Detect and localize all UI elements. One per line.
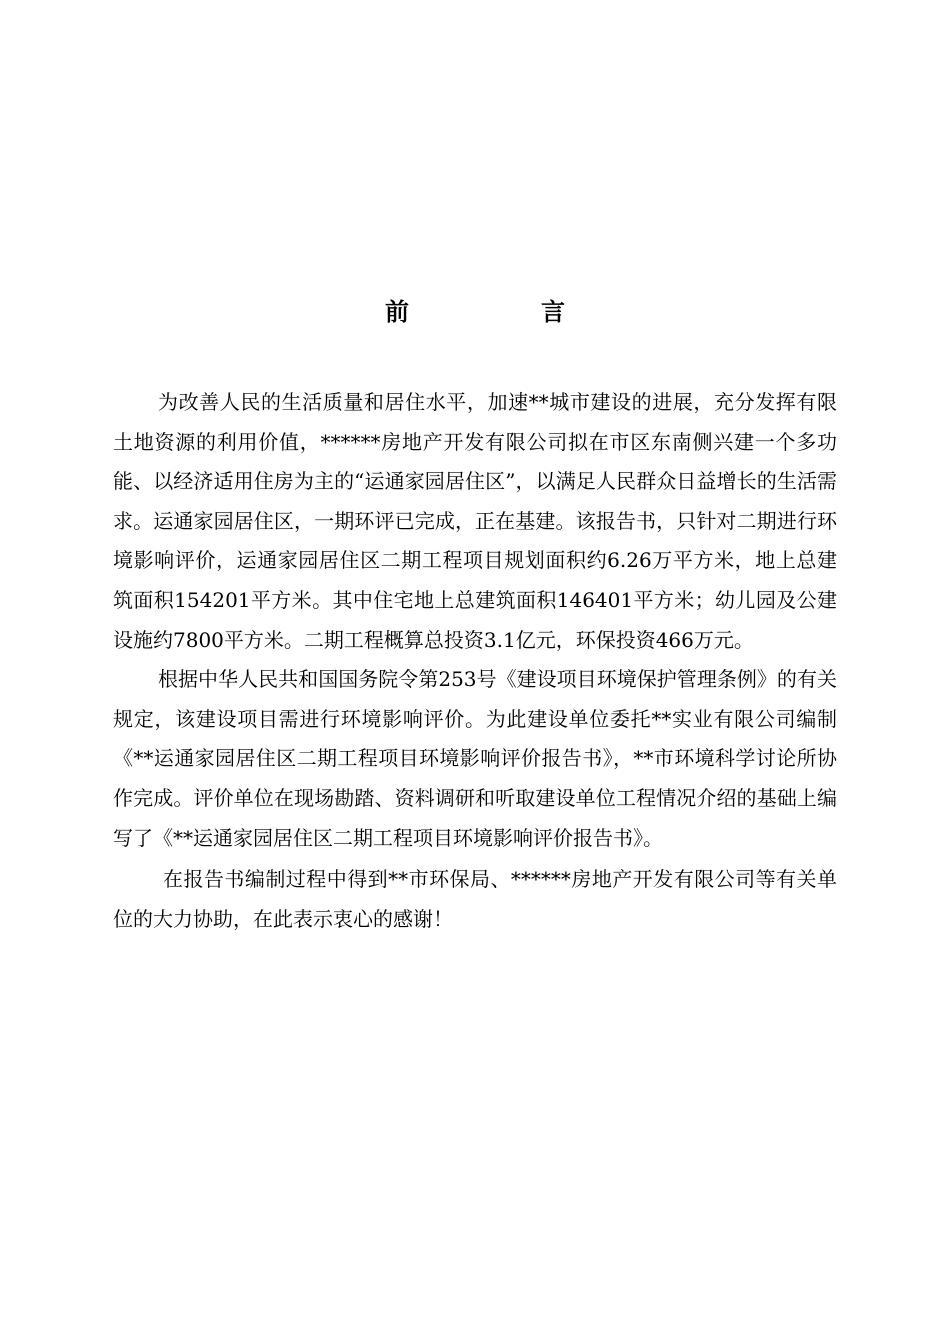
paragraph-acknowledgement: 在报告书编制过程中得到**市环保局、******房地产开发有限公司等有关单位的大力协助，在此表示衷心的感谢！	[113, 867, 837, 931]
paragraph-regulation: 根据中华人民共和国国务院令第253号《建设项目环境保护管理条例》的有关规定，该建设项目需进行环境影响评价。为此建设单位委托**实业有限公司编制《**运通家园居住区二期工程项目环境影响评价报告书》，**市环境科学讨论所协作完成。评价单位在现场勘踏、资料调研和听取建设单位工程情况介绍的基础上编写了《**运通家园居住区二期工程项目环境影响评价报告书》。	[113, 667, 837, 850]
paragraph-intro: 为改善人民的生活质量和居住水平，加速**城市建设的进展，充分发挥有限土地资源的利用价值，******房地产开发有限公司拟在市区东南侧兴建一个多功能、以经济适用住房为主的“运通家园居住区”，以满足人民群众日益增长的生活需求。运通家园居住区，一期环评已完成，正在基建。该报告书，只针对二期进行环境影响评价，运通家园居住区二期工程项目规划面积约6.26万平方米，地上总建筑面积154201平方米。其中住宅地上总建筑面积146401平方米；幼儿园及公建设施约7800平方米。二期工程概算总投资3.1亿元，环保投资466万元。	[113, 390, 837, 652]
body-text	[113, 383, 837, 939]
page-title: 前 言	[385, 297, 619, 326]
